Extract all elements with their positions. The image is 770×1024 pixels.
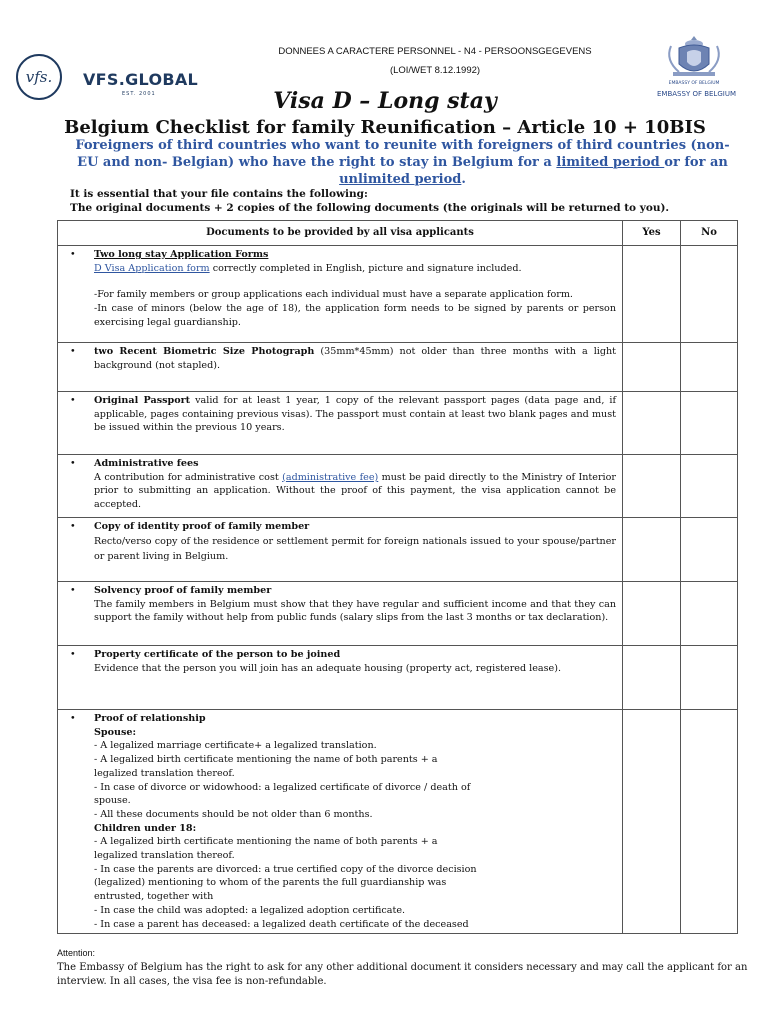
children-label: Children under 18: — [94, 822, 197, 834]
no-checkbox-solvency[interactable] — [681, 582, 738, 646]
visa-application-form-link[interactable]: D Visa Application form — [94, 262, 210, 274]
bullet: • — [70, 713, 76, 724]
table-row — [58, 710, 738, 934]
vfs-name: VFS.GLOBAL — [83, 70, 199, 89]
vfs-est: EST. 2001 — [122, 91, 156, 97]
no-checkbox-fees[interactable] — [681, 455, 738, 518]
yes-checkbox-photo[interactable] — [623, 343, 681, 392]
intro-line-2: The original documents + 2 copies of the following documents (the originals will be returned to you). — [70, 202, 670, 214]
footer-note: The Embassy of Belgium has the right to ask for any other additional document it considers necessary and may call the applicant for an interview. In all cases, the visa fee is non-refundable. — [57, 962, 748, 987]
bullet: • — [70, 521, 76, 532]
no-checkbox-forms[interactable] — [681, 246, 738, 343]
no-checkbox-identity[interactable] — [681, 518, 738, 582]
no-checkbox-property[interactable] — [681, 646, 738, 710]
vfs-mark: vfs. — [16, 54, 62, 100]
yes-checkbox-fees[interactable] — [623, 455, 681, 518]
property-text: Evidence that the person you will join has an adequate housing (property act, registered lease). — [94, 662, 562, 674]
property-title: Property certificate of the person to be joined — [94, 649, 341, 660]
subtitle-text-2: or for an — [664, 155, 728, 170]
col-yes: Yes — [623, 221, 681, 246]
spouse-label: Spouse: — [94, 726, 137, 738]
embassy-label: EMBASSY OF BELGIUM — [657, 90, 736, 98]
administrative-fee-link[interactable]: (administrative fee) — [282, 471, 379, 483]
spouse-line: legalized translation thereof. — [94, 767, 235, 779]
children-line: - In case the parents are divorced: a true certified copy of the divorce decision — [94, 863, 477, 875]
children-line: - A legalized birth certificate mentioning the name of both parents + a — [94, 836, 438, 848]
table-row — [58, 455, 738, 518]
subtitle-end: . — [461, 172, 466, 187]
header-personal-data: DONNEES A CARACTERE PERSONNEL - N4 - PERSOONSGEGEVENS — [278, 46, 592, 57]
bullet: • — [70, 458, 76, 469]
subtitle-text: Foreigners of third countries who want to reunite with foreigners of third countries (non-EU and non- Belgian) who have the right to stay in Belgium for a — [75, 138, 730, 170]
bullet: • — [70, 395, 76, 406]
children-line: (legalized) mentioning to whom of the parents the full guardianship was — [94, 877, 447, 889]
forms-note-1: -For family members or group applications each individual must have a separate application form. — [94, 289, 573, 301]
photo-title: two Recent Biometric Size Photograph — [94, 346, 315, 357]
spouse-line: - A legalized birth certificate mentioning the name of both parents + a — [94, 754, 438, 766]
table-row — [58, 518, 738, 582]
unlimited-period-link[interactable]: unlimited period — [339, 172, 462, 187]
table-row — [58, 343, 738, 392]
passport-text: valid for at least 1 year, 1 copy of the relevant passport pages (data page and, if applicable, pages containing previous visas). The passport must contain at least two blank pages and must be issued within the previous 10 years. — [94, 395, 616, 434]
forms-title: Two long stay Application Forms — [94, 249, 269, 260]
bullet: • — [70, 649, 76, 660]
yes-checkbox-passport[interactable] — [623, 392, 681, 455]
yes-checkbox-identity[interactable] — [623, 518, 681, 582]
spouse-line: spouse. — [94, 795, 131, 807]
belgium-crest-icon — [657, 34, 731, 84]
forms-note-2: -In case of minors (below the age of 18), the application form needs to be signed by parents or person exercising legal guardianship. — [94, 303, 616, 328]
children-line: - In case a parent has deceased: a legalized death certificate of the deceased — [94, 918, 469, 930]
fees-text-2: must be paid directly to the Ministry of Interior prior to submitting an application. Without the proof of this payment, the visa application cannot be accepted. — [94, 471, 616, 511]
header-law: (LOI/WET 8.12.1992) — [389, 65, 481, 76]
table-row — [58, 392, 738, 455]
table-row — [58, 582, 738, 646]
forms-text: correctly completed in English, picture and signature included. — [209, 262, 522, 274]
no-checkbox-passport[interactable] — [681, 392, 738, 455]
no-checkbox-photo[interactable] — [681, 343, 738, 392]
attention-label: Attention: — [57, 948, 96, 958]
passport-title: Original Passport — [94, 395, 191, 406]
solvency-text: The family members in Belgium must show that they have regular and sufficient income and that they can support the family without help from public funds (salary slips from the last 3 months or tax declaration). — [94, 598, 616, 624]
checklist-title: Belgium Checklist for family Reunification – Article 10 + 10BIS — [64, 117, 706, 138]
bullet: • — [70, 346, 76, 357]
intro-line-1: It is essential that your file contains the following: — [70, 188, 368, 200]
identity-text: Recto/verso copy of the residence or settlement permit for foreign nationals issued to your spouse/partner or parent living in Belgium. — [94, 535, 616, 562]
solvency-title: Solvency proof of family member — [94, 585, 272, 596]
table-row — [58, 646, 738, 710]
yes-checkbox-property[interactable] — [623, 646, 681, 710]
yes-checkbox-forms[interactable] — [623, 246, 681, 343]
identity-title: Copy of identity proof of family member — [94, 521, 310, 532]
spouse-line: - In case of divorce or widowhood: a legalized certificate of divorce / death of — [94, 781, 471, 793]
table-header-row — [58, 221, 738, 246]
spouse-line: - All these documents should be not older than 6 months. — [94, 808, 373, 820]
bullet: • — [70, 585, 76, 596]
bullet: • — [70, 249, 76, 260]
spouse-line: - A legalized marriage certificate+ a legalized translation. — [94, 740, 377, 752]
yes-checkbox-relationship[interactable] — [623, 710, 681, 934]
no-checkbox-relationship[interactable] — [681, 710, 738, 934]
checklist-subtitle — [70, 137, 735, 188]
relationship-title: Proof of relationship — [94, 713, 206, 724]
fees-text-1: A contribution for administrative cost — [94, 471, 283, 483]
crest-caption: EMBASSY OF BELGIUM — [668, 81, 720, 86]
children-line: - In case the child was adopted: a legalized adoption certificate. — [94, 904, 406, 916]
children-line: legalized translation thereof. — [94, 850, 235, 862]
col-no: No — [681, 221, 738, 246]
checklist-table — [57, 220, 738, 934]
fees-title: Administrative fees — [94, 458, 199, 469]
visa-title: Visa D – Long stay — [273, 88, 497, 114]
table-row — [58, 246, 738, 343]
limited-period-link[interactable]: limited period — [556, 155, 665, 170]
col-documents: Documents to be provided by all visa applicants — [58, 221, 623, 246]
photo-text: (35mm*45mm) not older than three months with a light background (not stapled). — [94, 346, 617, 371]
yes-checkbox-solvency[interactable] — [623, 582, 681, 646]
children-line: entrusted, together with — [94, 891, 214, 903]
